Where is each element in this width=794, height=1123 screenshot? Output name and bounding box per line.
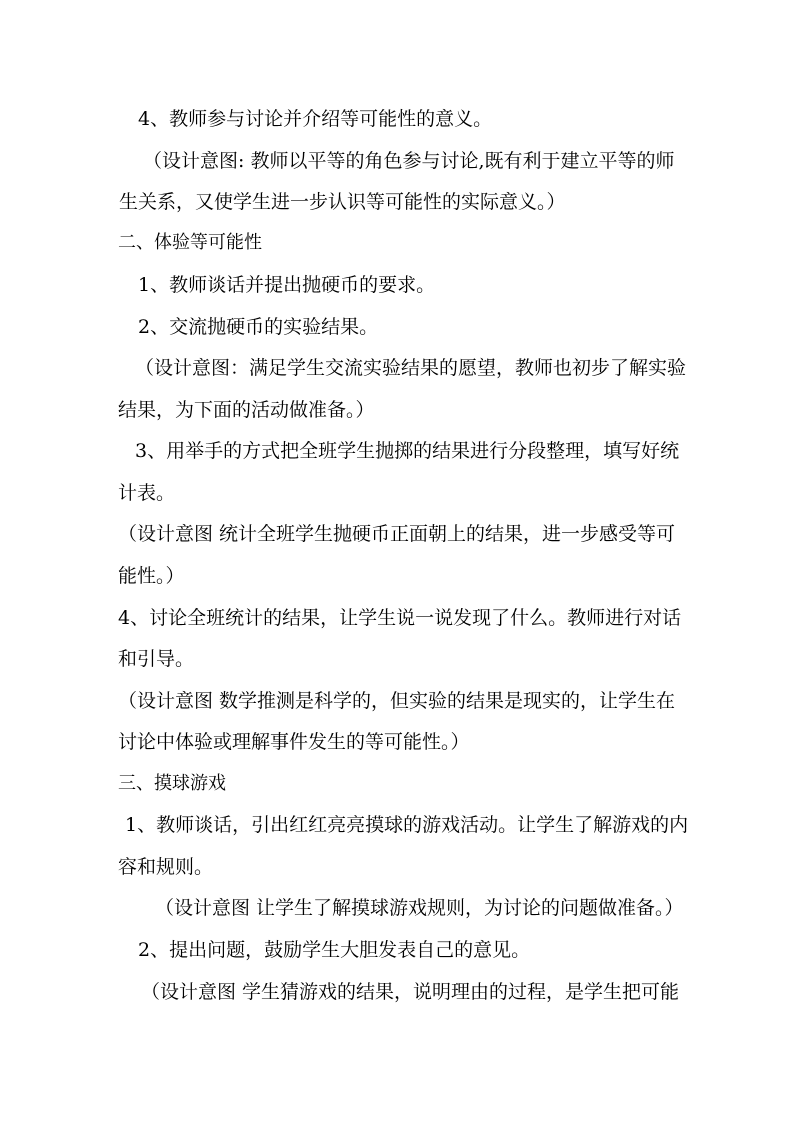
text-line-14: 和引导。 bbox=[118, 648, 195, 670]
text-line-5: 1、教师谈话并提出抛硬币的要求。 bbox=[138, 274, 436, 296]
text-line-11: （设计意图 统计全班学生抛硬币正面朝上的结果，进一步感受等可 bbox=[118, 523, 676, 545]
text-line-9: 3、用举手的方式把全班学生抛掷的结果进行分段整理，填写好统 bbox=[135, 440, 680, 462]
text-line-7: （设计意图：满足学生交流实验结果的愿望，教师也初步了解实验 bbox=[135, 357, 687, 379]
text-line-6: 2、交流抛硬币的实验结果。 bbox=[138, 316, 379, 338]
text-line-12: 能性。） bbox=[118, 565, 185, 587]
text-line-19: 容和规则。 bbox=[118, 856, 214, 878]
text-line-18: 1、教师谈话，引出红红亮亮摸球的游戏活动。让学生了解游戏的内 bbox=[125, 814, 689, 836]
text-line-3: 生关系，又使学生进一步认识等可能性的实际意义。） bbox=[119, 191, 566, 213]
text-line-1: 4、教师参与讨论并介绍等可能性的意义。 bbox=[138, 108, 493, 130]
text-line-10: 计表。 bbox=[118, 482, 176, 504]
text-line-13: 4、讨论全班统计的结果，让学生说一说发现了什么。教师进行对话 bbox=[118, 607, 682, 629]
text-line-8: 结果，为下面的活动做准备。） bbox=[118, 399, 375, 421]
text-line-22: （设计意图 学生猜游戏的结果，说明理由的过程，是学生把可能 bbox=[141, 981, 680, 1003]
text-line-21: 2、提出问题，鼓励学生大胆发表自己的意见。 bbox=[138, 939, 531, 961]
text-line-16: 讨论中体验或理解事件发生的等可能性。） bbox=[118, 731, 470, 753]
text-line-2: （设计意图: 教师以平等的角色参与讨论,既有利于建立平等的师 bbox=[143, 150, 675, 172]
section-heading-2: 二、体验等可能性 bbox=[118, 232, 262, 253]
text-line-15: （设计意图 数学推测是科学的，但实验的结果是现实的，让学生在 bbox=[118, 690, 676, 712]
section-heading-3: 三、摸球游戏 bbox=[118, 773, 226, 794]
text-line-20: （设计意图 让学生了解摸球游戏规则，为讨论的问题做准备。） bbox=[155, 897, 684, 919]
